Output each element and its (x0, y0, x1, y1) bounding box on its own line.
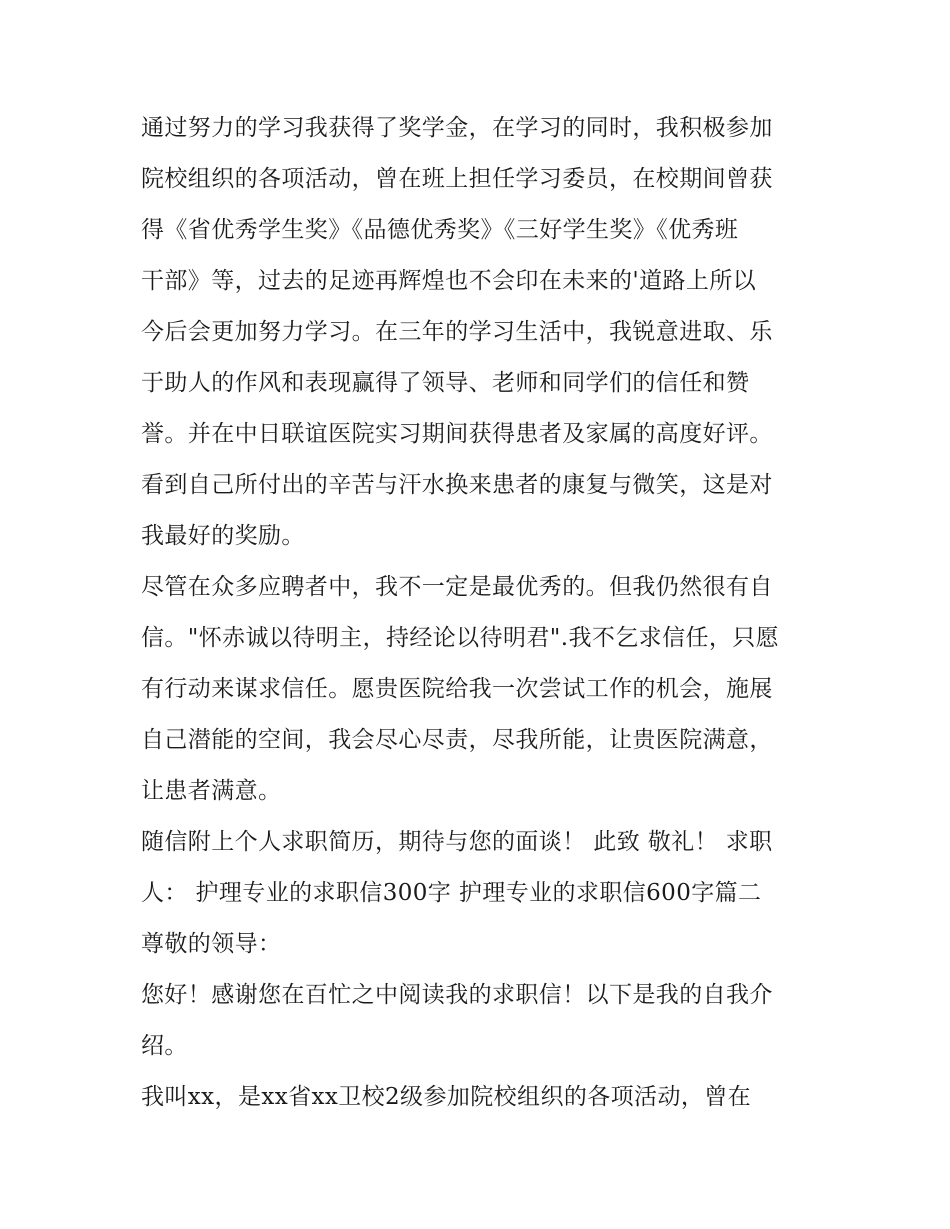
text-line: 有行动来谋求信任。愿贵医院给我一次尝试工作的机会，施展 (141, 676, 773, 702)
text-line: 绍。 (141, 1033, 188, 1059)
text-line: 我叫xx，是xx省xx卫校2级参加院校组织的各项活动，曾在 (141, 1084, 752, 1110)
text-line: 看到自己所付出的辛苦与汗水换来患者的康复与微笑，这是对 (141, 472, 773, 498)
text-line: 今后会更加努力学习。在三年的学习生活中，我锐意进取、乐 (141, 319, 773, 345)
text-line: 尊敬的领导： (141, 931, 282, 957)
text-line: 您好！感谢您在百忙之中阅读我的求职信！以下是我的自我介 (141, 982, 773, 1008)
text-line: 誉。并在中日联谊医院实习期间获得患者及家属的高度好评。 (141, 421, 773, 447)
text-line: 干部》等，过去的足迹再辉煌也不会印在未来的'道路上所以 (141, 268, 757, 294)
text-line: 自己潜能的空间，我会尽心尽责，尽我所能，让贵医院满意， (141, 727, 773, 753)
document-body (141, 103, 821, 1123)
text-line: 我最好的奖励。 (141, 523, 305, 549)
text-line: 让患者满意。 (141, 778, 282, 804)
text-line: 得《省优秀学生奖》《品德优秀奖》《三好学生奖》《优秀班 (141, 217, 739, 243)
text-line: 尽管在众多应聘者中，我不一定是最优秀的。但我仍然很有自 (141, 574, 773, 600)
text-line: 于助人的作风和表现赢得了领导、老师和同学们的信任和赞 (141, 370, 750, 396)
text-line: 信。"怀赤诚以待明主，持经论以待明君".我不乞求信任，只愿 (141, 625, 780, 651)
text-line: 随信附上个人求职简历，期待与您的面谈！ 此致 敬礼！ 求职 (141, 829, 773, 855)
text-line: 通过努力的学习我获得了奖学金，在学习的同时，我积极参加 (141, 115, 773, 141)
text-line: 人： 护理专业的求职信300字 护理专业的求职信600字篇二 (141, 880, 762, 906)
text-line: 院校组织的各项活动，曾在班上担任学习委员，在校期间曾获 (141, 166, 773, 192)
